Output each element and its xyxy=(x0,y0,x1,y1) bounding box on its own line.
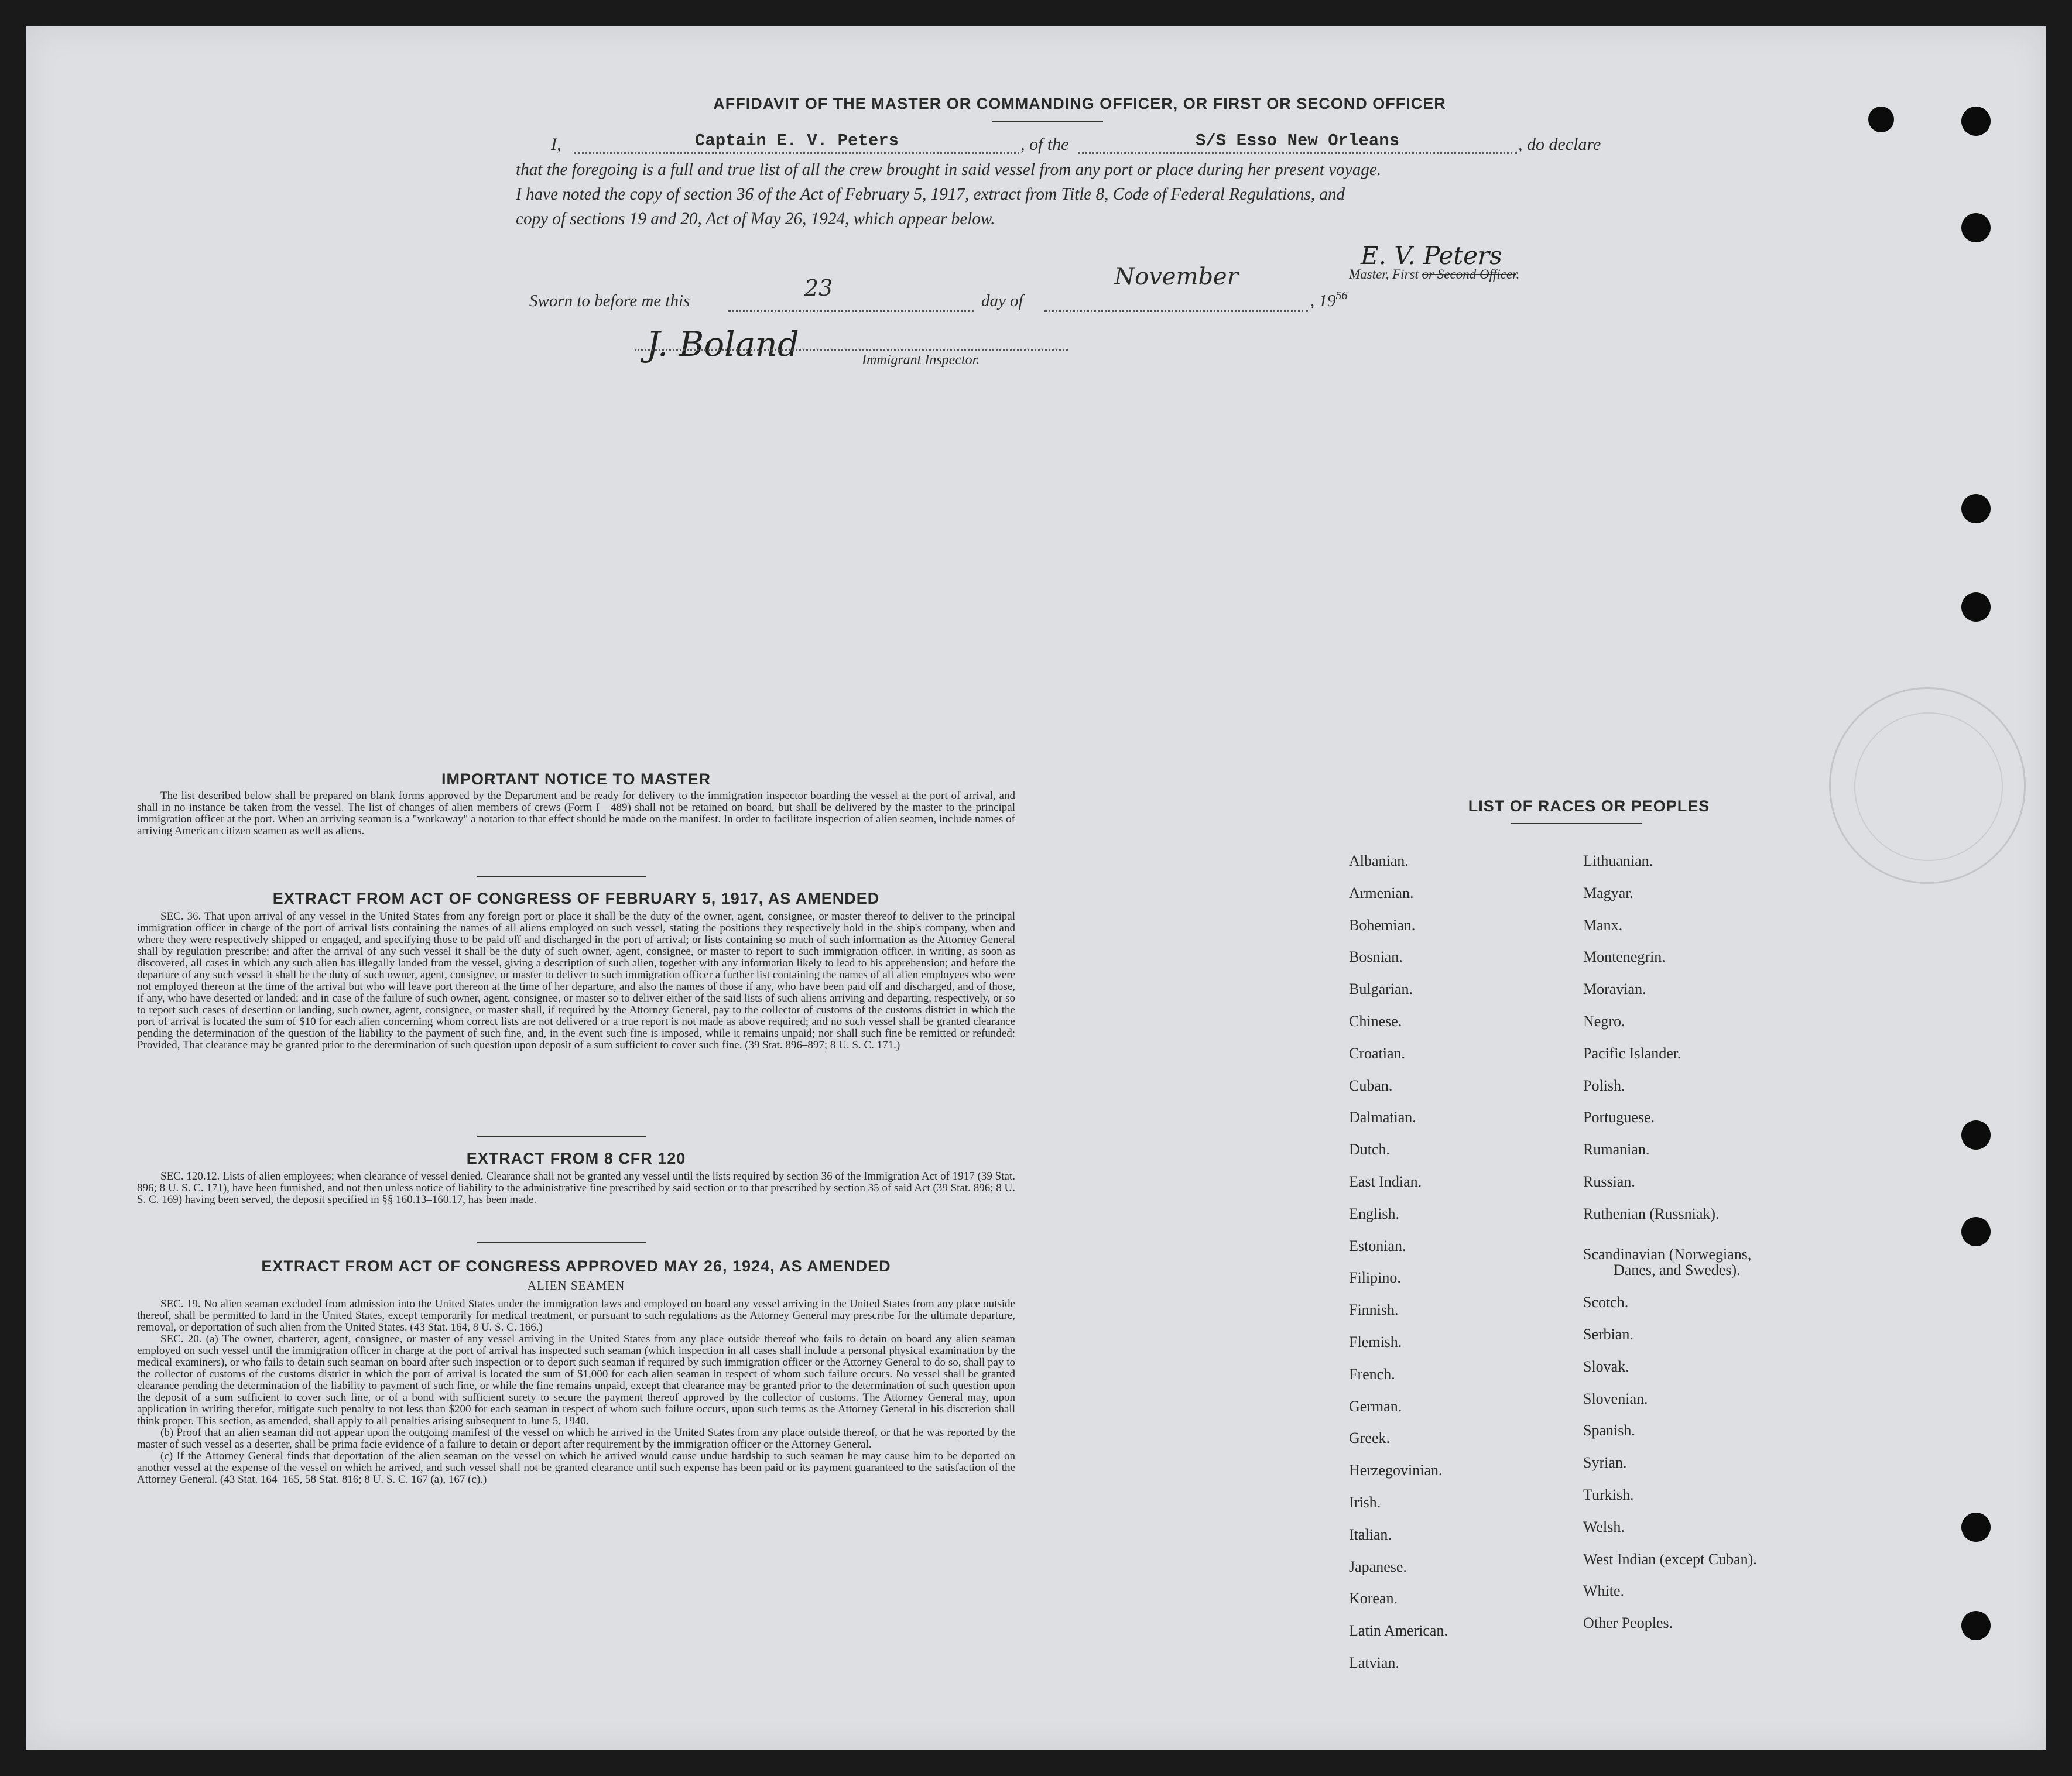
race-item: Turkish. xyxy=(1583,1486,1634,1503)
race-item: French. xyxy=(1349,1365,1395,1383)
i-label: I, xyxy=(551,135,561,154)
race-item: Negro. xyxy=(1583,1013,1625,1030)
sworn-month-field: November xyxy=(1044,289,1308,312)
title-divider xyxy=(992,121,1103,122)
vessel-name-field: S/S Esso New Orleans xyxy=(1078,131,1517,154)
notice-text: The list described below shall be prepared on blank forms approved by the Department and be ready for delivery to the immigration inspector boarding the vessel at the port of arrival, and shall in no instance be taken from the vessel. The list of changes of alien members of crews (Form I—489) shall not be retained on board, but shall be delivered by the master to the principal immigration officer at the port. When an arriving seaman is a "workaway" a notation to that effect should be made on the manifest. In order to facilitate inspection of alien seamen, include names of arriving American citizen seamen as well as aliens. xyxy=(137,790,1015,837)
extract-1924-text xyxy=(137,1298,1015,1486)
race-item: Polish. xyxy=(1583,1076,1625,1094)
do-declare-label: , do declare xyxy=(1518,135,1601,154)
document-page xyxy=(26,26,2046,1750)
race-item: Portuguese. xyxy=(1583,1109,1655,1126)
race-item: Irish. xyxy=(1349,1494,1381,1511)
punch-hole xyxy=(1961,1611,1991,1640)
race-item: Scotch. xyxy=(1583,1294,1629,1311)
race-item: Bosnian. xyxy=(1349,948,1403,966)
sworn-label: Sworn to before me this xyxy=(529,292,690,310)
race-item: East Indian. xyxy=(1349,1173,1422,1190)
extract-1924-title: EXTRACT FROM ACT OF CONGRESS APPROVED MAY 26, 1924, AS AMENDED xyxy=(261,1257,891,1275)
extract-1917-title: EXTRACT FROM ACT OF CONGRESS OF FEBRUARY 5, 1917, AS AMENDED xyxy=(272,890,880,907)
race-item: Serbian. xyxy=(1583,1326,1633,1343)
punch-hole xyxy=(1961,213,1991,242)
race-item: Scandinavian (Norwegians, xyxy=(1583,1245,1752,1263)
race-item: English. xyxy=(1349,1205,1399,1222)
race-item: Italian. xyxy=(1349,1525,1392,1543)
race-item: Croatian. xyxy=(1349,1044,1406,1062)
extract-1917-text: SEC. 36. That upon arrival of any vessel in the United States from any foreign port or place it shall be the duty of the owner, agent, consignee, or master thereof to deliver to the principal immigration officer in charge of the port of arrival lists containing the names of all aliens employed on such vessel, stating the positions they respectively hold in the ship's company, when and where they were respectively shipped or engaged, and specifying those to be paid off and discharged in the port of arrival; or lists containing so much of such information as the Attorney General shall by regulation prescribe; and after the arrival of any such vessel it shall be the duty of such owner, agent, consignee, or master to report to such immigration officer, in writing, as soon as discovered, all cases in which any such alien has illegally landed from the vessel, giving a description of such alien, together with any information likely to lead to his apprehension; and before the departure of any such vessel it shall be the duty of such owner, agent, consignee, or master to deliver to such immigration officer a further list containing the names of all alien employees who were not employed thereon at the time of the arrival but who will leave port thereon at the time of her departure, and also the names of those if any, who have been paid off and discharged, and of those, if any, who have deserted or landed; and in case of the failure of such owner, agent, consignee, or master so to deliver either of the said lists of such aliens arriving and departing, respectively, or so to report such cases of desertion or landing, such owner, agent, consignee, or master shall, if required by the Attorney General, pay to the collector of customs of the customs district in which the port of arrival is located the sum of $10 for each alien concerning whom correct lists are not delivered or a true report is not made as above required; and no such vessel shall be granted clearance pending the determination of the question of the liability to the payment of such fine, and, in the event such fine is imposed, while it remains unpaid; nor shall such fine be remitted or refunded: Provided, That clearance may be granted prior to the determination of such question upon deposit of a sum sufficient to cover such fine. (39 Stat. 896–897; 8 U. S. C. 171.) xyxy=(137,910,1015,1051)
race-item: Spanish. xyxy=(1583,1422,1635,1439)
affidavit-title: AFFIDAVIT OF THE MASTER OR COMMANDING OFFICER, OR FIRST OR SECOND OFFICER xyxy=(713,95,1446,112)
race-item: Greek. xyxy=(1349,1429,1391,1447)
extract-cfr-title: EXTRACT FROM 8 CFR 120 xyxy=(466,1150,686,1167)
punch-hole xyxy=(1961,1513,1991,1542)
race-item: Slovenian. xyxy=(1583,1390,1648,1407)
race-item: Estonian. xyxy=(1349,1237,1406,1254)
race-item: Flemish. xyxy=(1349,1333,1402,1350)
race-item: Herzegovinian. xyxy=(1349,1462,1443,1479)
alien-seamen-subtitle: ALIEN SEAMEN xyxy=(527,1278,625,1292)
race-item: Armenian. xyxy=(1349,884,1414,901)
declaration-line-1 xyxy=(516,131,1634,158)
master-name-field: Captain E. V. Peters xyxy=(574,131,1019,154)
race-item: Bulgarian. xyxy=(1349,980,1413,998)
race-item: Albanian. xyxy=(1349,852,1409,869)
race-item: Pacific Islander. xyxy=(1583,1044,1681,1062)
race-item: Finnish. xyxy=(1349,1301,1399,1319)
declaration-line-4: copy of sections 19 and 20, Act of May 26, 1924, which appear below. xyxy=(516,210,995,228)
punch-hole xyxy=(1868,107,1894,132)
punch-hole xyxy=(1961,1217,1991,1246)
race-item: Chinese. xyxy=(1349,1013,1402,1030)
race-item: Korean. xyxy=(1349,1590,1398,1607)
master-signature: E. V. Peters xyxy=(1361,241,1502,270)
declaration-line-2: that the foregoing is a full and true list of all the crew brought in said vessel from any port or place during her present voyage. xyxy=(516,160,1382,179)
race-item: Dalmatian. xyxy=(1349,1109,1416,1126)
divider xyxy=(477,1136,646,1137)
extract-cfr-text: SEC. 120.12. Lists of alien employees; when clearance of vessel denied. Clearance shall not be granted any vessel until the lists required by section 36 of the Immigration Act of 1917 (39 Stat. 896; 8 U. S. C. 171), have been furnished, and not then unless notice of liability to the administrative fine prescribed by said section or to that prescribed by section 35 of said Act (39 Stat. 896; 8 U. S. C. 169) having been served, the deposit specified in §§ 160.13–160.17, has been made. xyxy=(137,1170,1015,1206)
race-item: Welsh. xyxy=(1583,1518,1625,1535)
divider xyxy=(477,1242,646,1243)
punch-hole xyxy=(1961,107,1991,136)
punch-hole xyxy=(1961,1120,1991,1150)
year-label: , $19^{56}$ xyxy=(1310,289,1348,310)
paragraph: (b) Proof that an alien seaman did not appear upon the outgoing manifest of the vessel on which he arrived in the United States from any place outside thereof, or that he was reported by the master of such vessel as a deserter, shall be prima facie evidence of a failure to detain or deport after requirement by the immigration officer or the Attorney General. xyxy=(137,1427,1015,1451)
race-item: Ruthenian (Russniak). xyxy=(1583,1205,1720,1222)
race-item: Slovak. xyxy=(1583,1357,1629,1375)
race-item: Lithuanian. xyxy=(1583,852,1653,869)
of-the-label: , of the xyxy=(1020,135,1069,154)
paragraph: SEC. 20. (a) The owner, charterer, agent, consignee, or master of any vessel arriving in the United States from any place outside thereof who fails to detain on board any alien seaman employed on such vessel until the immigration officer in charge at the port of arrival has inspected such seaman (which inspection in all cases shall include a personal physical examination by the medical examiners), or who fails to detain such seaman on board after such inspection or to deport such seaman if required by such immigration officer or the Attorney General to do so, shall pay to the collector of customs of the customs district in which the port of arrival is located the sum of $1,000 for each alien seaman in respect of whom such failure occurs. No vessel shall be granted clearance pending the determination of the liability to payment of such fine, or while the fine remains unpaid, except that clearance may be granted prior to the determination of such question upon the deposit of a sum sufficient to cover such fine, or of a bond with sufficient surety to secure the payment thereof approved by the collector of customs. The Attorney General may, upon application in writing therefor, mitigate such penalty to not less than $200 for each seaman in respect of whom such failure occurs, upon such terms as the Attorney General in his discretion shall think proper. This section, as amended, shall apply to all penalties arising subsequent to June 5, 1940. xyxy=(137,1333,1015,1427)
race-item: Danes, and Swedes). xyxy=(1614,1261,1741,1279)
race-item: Dutch. xyxy=(1349,1141,1391,1158)
punch-hole xyxy=(1961,494,1991,523)
race-item: Latin American. xyxy=(1349,1622,1448,1640)
notice-title: IMPORTANT NOTICE TO MASTER xyxy=(441,770,711,788)
master-caption: Master, First or Second Officer. xyxy=(1349,267,1520,282)
race-item: Manx. xyxy=(1583,916,1623,934)
race-item: Magyar. xyxy=(1583,884,1633,901)
inspector-signature-line xyxy=(635,349,1068,351)
race-item: Japanese. xyxy=(1349,1558,1407,1575)
inspector-signature: J. Boland xyxy=(646,324,799,364)
embossed-seal xyxy=(1829,687,2026,884)
race-item: West Indian (except Cuban). xyxy=(1583,1550,1757,1568)
inspector-caption: Immigrant Inspector. xyxy=(862,352,980,368)
sworn-day-field: 23 xyxy=(728,289,974,312)
race-item: Bohemian. xyxy=(1349,916,1416,934)
race-item: Moravian. xyxy=(1583,980,1646,998)
race-item: Russian. xyxy=(1583,1173,1635,1190)
punch-hole xyxy=(1961,592,1991,622)
races-title: LIST OF RACES OR PEOPLES xyxy=(1468,797,1710,815)
race-item: Montenegrin. xyxy=(1583,948,1666,966)
day-of-label: day of xyxy=(981,292,1023,310)
paragraph: SEC. 19. No alien seaman excluded from admission into the United States under the immigration laws and employed on board any vessel arriving in the United States from any place outside thereof, shall be permitted to land in the United States, except temporarily for medical treatment, or pursuant to such regulations as the Attorney General may prescribe for the ultimate departure, removal, or deportation of such alien from the United States. (43 Stat. 164, 8 U. S. C. 166.) xyxy=(137,1298,1015,1333)
divider xyxy=(477,876,646,877)
race-item: German. xyxy=(1349,1397,1402,1415)
race-item: Latvian. xyxy=(1349,1654,1399,1671)
paragraph: (c) If the Attorney General finds that deportation of the alien seaman on the vessel on which he arrived would cause undue hardship to such seaman he may cause him to be deported on another vessel at the expense of the vessel on which he arrived, and such vessel shall not be granted clearance until such expense has been paid or its payment guaranteed to the satisfaction of the Attorney General. (43 Stat. 164–165, 58 Stat. 816; 8 U. S. C. 167 (a), 167 (c).) xyxy=(137,1450,1015,1486)
race-item: White. xyxy=(1583,1582,1625,1600)
divider xyxy=(1511,823,1642,824)
declaration-line-3: I have noted the copy of section 36 of the Act of February 5, 1917, extract from Title 8, Code of Federal Regulations, and xyxy=(516,185,1345,204)
race-item: Filipino. xyxy=(1349,1269,1401,1287)
race-item: Cuban. xyxy=(1349,1076,1393,1094)
race-item: Rumanian. xyxy=(1583,1141,1650,1158)
race-item: Other Peoples. xyxy=(1583,1614,1673,1632)
race-item: Syrian. xyxy=(1583,1454,1627,1472)
